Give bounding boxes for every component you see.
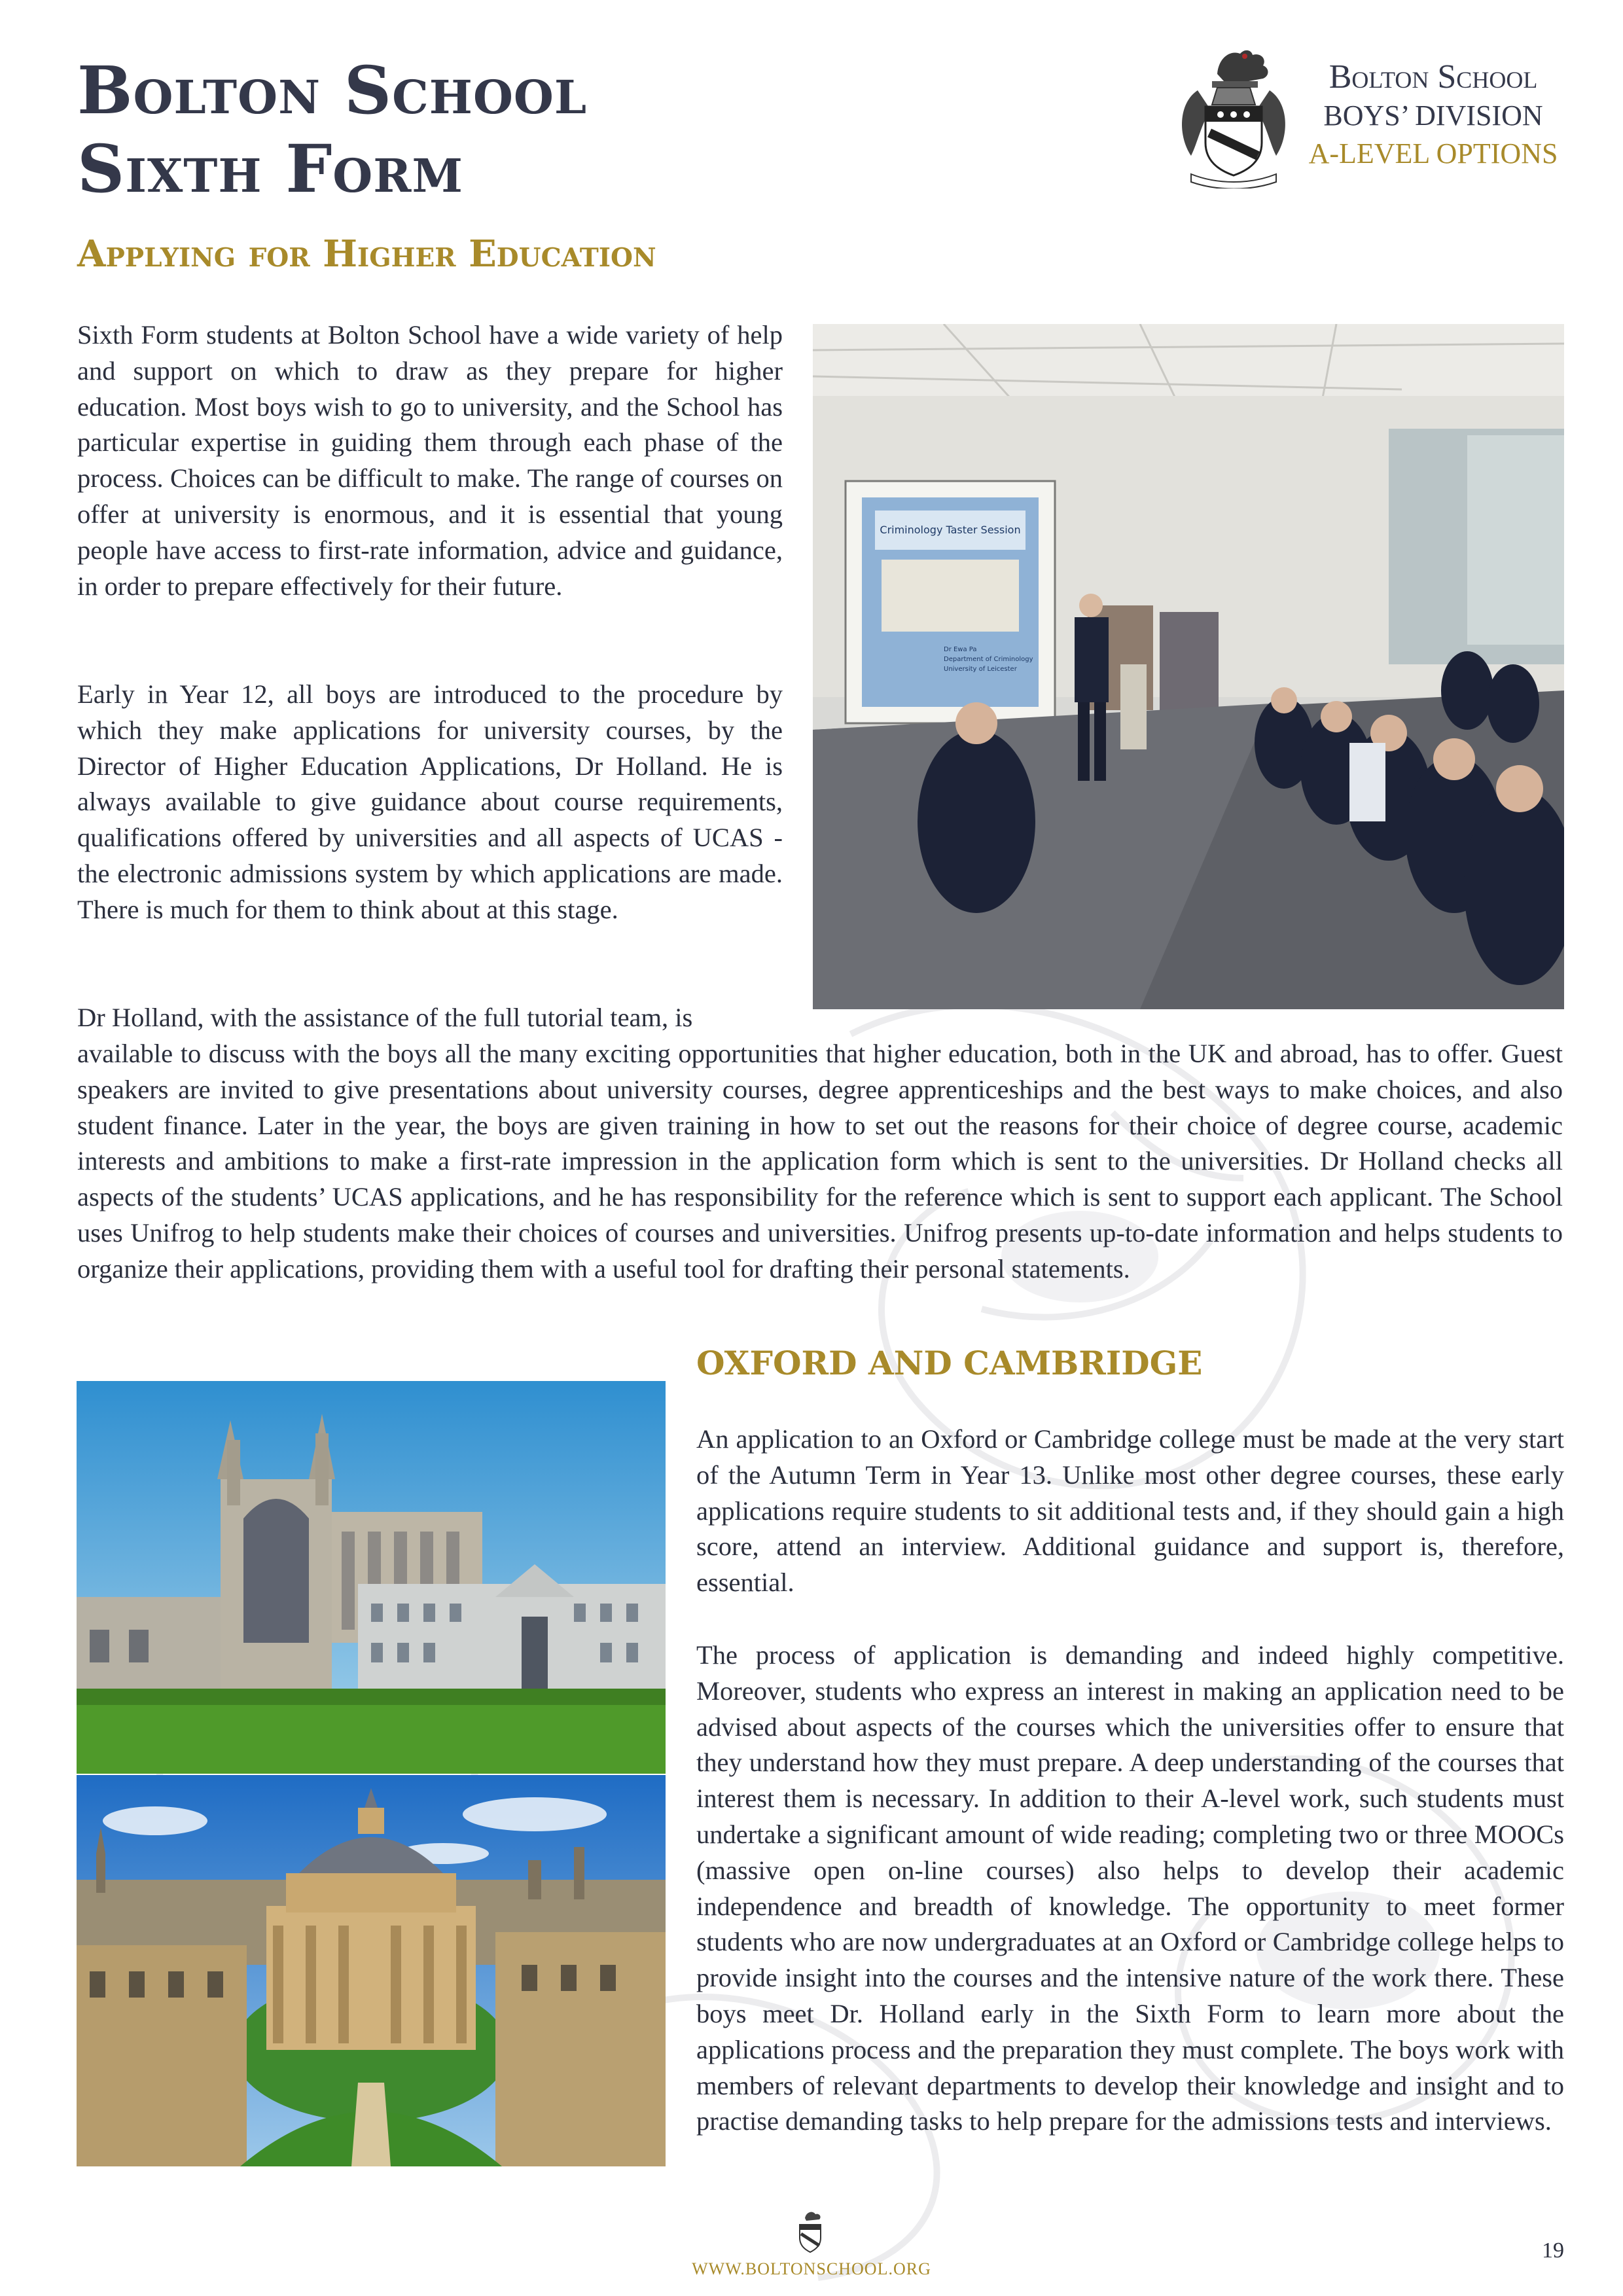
slide-title: Criminology Taster Session [880, 524, 1021, 536]
page-title [77, 51, 928, 208]
footer-crest-icon [791, 2209, 830, 2256]
school-crest-icon [1171, 45, 1296, 188]
oxbridge-paragraph-1: An application to an Oxford or Cambridge college must be made at the very start of the Autumn Term in Year 13. Unlike most other degree courses, these early applications require students to sit additional tests and, if they should gain a high score, attend an interview. Additional guidance and support is, therefore, essential. [696, 1424, 1564, 1598]
holland-paragraph-continued: available to discuss with the boys all the many exciting opportunities that higher education, both in the UK and abroad, has to offer. Guest speakers are invited to give presentations about university courses, degree apprenticeships and the best ways to make choices, and also student finance. Later in the year, the boys are given training in how to set out the reasons for their choice of degree course, academic interests and ambitions to make a first-rate impression in the application form which is sent to the universities. Dr Holland checks all aspects of the students’ UCAS applications, and he has responsibility for the reference which is sent to support each applicant. The School uses Unifrog to help students make their choices of courses and universities. Unifrog presents up-to-date information and helps students to organize their applications, providing them with a useful tool for drafting their personal statements. [77, 1039, 1563, 1283]
oxbridge-paragraph-2: The process of application is demanding and indeed highly competitive. Moreover, students who express an interest in making an application need to be advised about aspects of the courses which the universities offer to ensure that they understand how they must prepare. A deep understanding of the courses that interest them is necessary. In addition to their A-level work, such students must undertake a significant amount of wide reading; completing two or three MOOCs (massive open on-line courses) also helps to develop their academic independence and breadth of knowledge. The opportunity to meet former students who are now undergraduates at an Oxford or Cambridge college helps to provide insight into the courses and the intensive nature of the work there. These boys meet Dr. Holland early in the Sixth Form to learn more about the applications process and the preparation they must complete. The boys work with members of relevant departments to develop their knowledge and insight and to practise demanding tasks to help prepare for the admissions tests and interviews. [696, 1640, 1564, 2136]
options-label: A-LEVEL OPTIONS [1308, 137, 1558, 170]
oxbridge-heading: OXFORD AND CAMBRIDGE [696, 1344, 1203, 1382]
oxford-photo [77, 1775, 666, 2166]
cambridge-photo [77, 1381, 666, 1774]
slide-line-1: Dr Ewa Pa [944, 646, 977, 653]
website-link[interactable]: WWW.BOLTONSCHOOL.ORG [692, 2259, 931, 2278]
intro-paragraph: Sixth Form students at Bolton School have a wide variety of help and support on which to draw as they prepare for higher education. Most boys wish to go to university, and the School has particular expertise in guiding them through each phase of the process. Choices can be difficult to make. The range of courses on offer at university is enormous, and it is essential that young people have access to first-rate information, advice and guidance, in order to prepare effectively for their future. [77, 320, 783, 601]
division-label: BOYS’ DIVISION [1323, 99, 1543, 132]
slide-line-3: University of Leicester [944, 666, 1017, 673]
school-name: Bolton School [1329, 58, 1538, 96]
section-heading: Applying for Higher Education [77, 232, 656, 276]
year12-paragraph: Early in Year 12, all boys are introduced to the procedure by which they make applications for university courses, by the Director of Higher Education Applications, Dr Holland. He is always available to give guidance about course requirements, qualifications offered by universities and all aspects of UCAS - the electronic admissions system by which applications are made. There is much for them to think about at this stage. [77, 679, 783, 924]
page-number: 19 [1542, 2238, 1564, 2263]
title-line-2: Sixth Form [77, 130, 463, 207]
title-line-1: Bolton School [77, 52, 588, 129]
header-school-block [1302, 58, 1564, 173]
holland-paragraph-start: Dr Holland, with the assistance of the full tutorial team, is [77, 1003, 693, 1032]
lecture-photo [813, 324, 1564, 1009]
slide-line-2: Department of Criminology [944, 656, 1033, 663]
